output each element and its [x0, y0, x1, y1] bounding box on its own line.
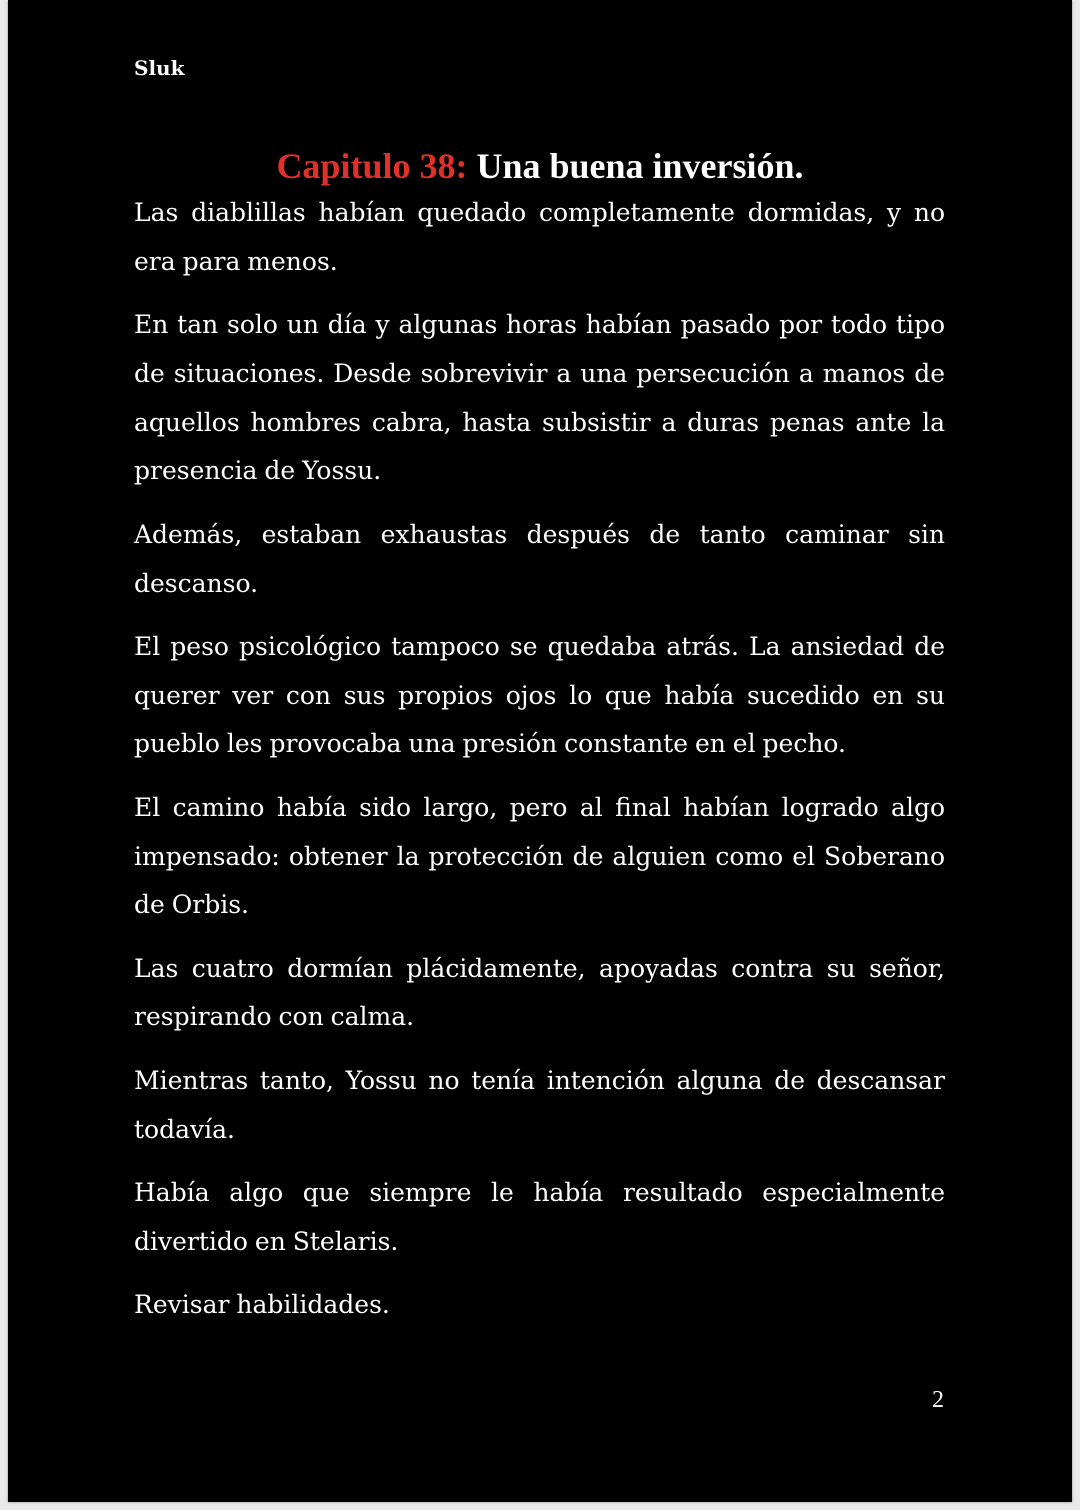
- paragraph: Mientras tanto, Yossu no tenía intención alguna de descansar todavía.: [134, 1065, 945, 1144]
- chapter-number-label: Capitulo 38:: [276, 146, 468, 187]
- paragraph: Había algo que siempre le había resultado especialmente divertido en Stelaris.: [134, 1177, 945, 1256]
- paragraph: El peso psicológico tampoco se quedaba atrás. La ansiedad de querer ver con sus propios ojos lo que había sucedido en su pueblo les provocaba una presión constante en el pecho.: [134, 631, 945, 759]
- chapter-body: [134, 189, 945, 1344]
- chapter-title-text: Una buena inversión.: [467, 146, 804, 187]
- page-number: 2: [932, 1387, 944, 1413]
- paragraph: Las diablillas habían quedado completamente dormidas, y no era para menos.: [134, 198, 945, 276]
- paragraph: El camino había sido largo, pero al final habían logrado algo impensado: obtener la protección de alguien como el Soberano de Orbis.: [134, 792, 945, 920]
- paragraph: Las cuatro dormían plácidamente, apoyadas contra su señor, respirando con calma.: [134, 953, 945, 1032]
- paragraph: Además, estaban exhaustas después de tanto caminar sin descanso.: [134, 519, 945, 598]
- chapter-title: [8, 142, 1072, 190]
- document-page: [8, 0, 1072, 1502]
- running-header-author: Sluk: [134, 56, 185, 80]
- paragraph: Revisar habilidades.: [134, 1289, 390, 1319]
- paragraph: En tan solo un día y algunas horas habían pasado por todo tipo de situaciones. Desde sobrevivir a una persecución a manos de aquellos hombres cabra, hasta subsistir a duras penas ante la presencia de Yossu.: [134, 310, 945, 486]
